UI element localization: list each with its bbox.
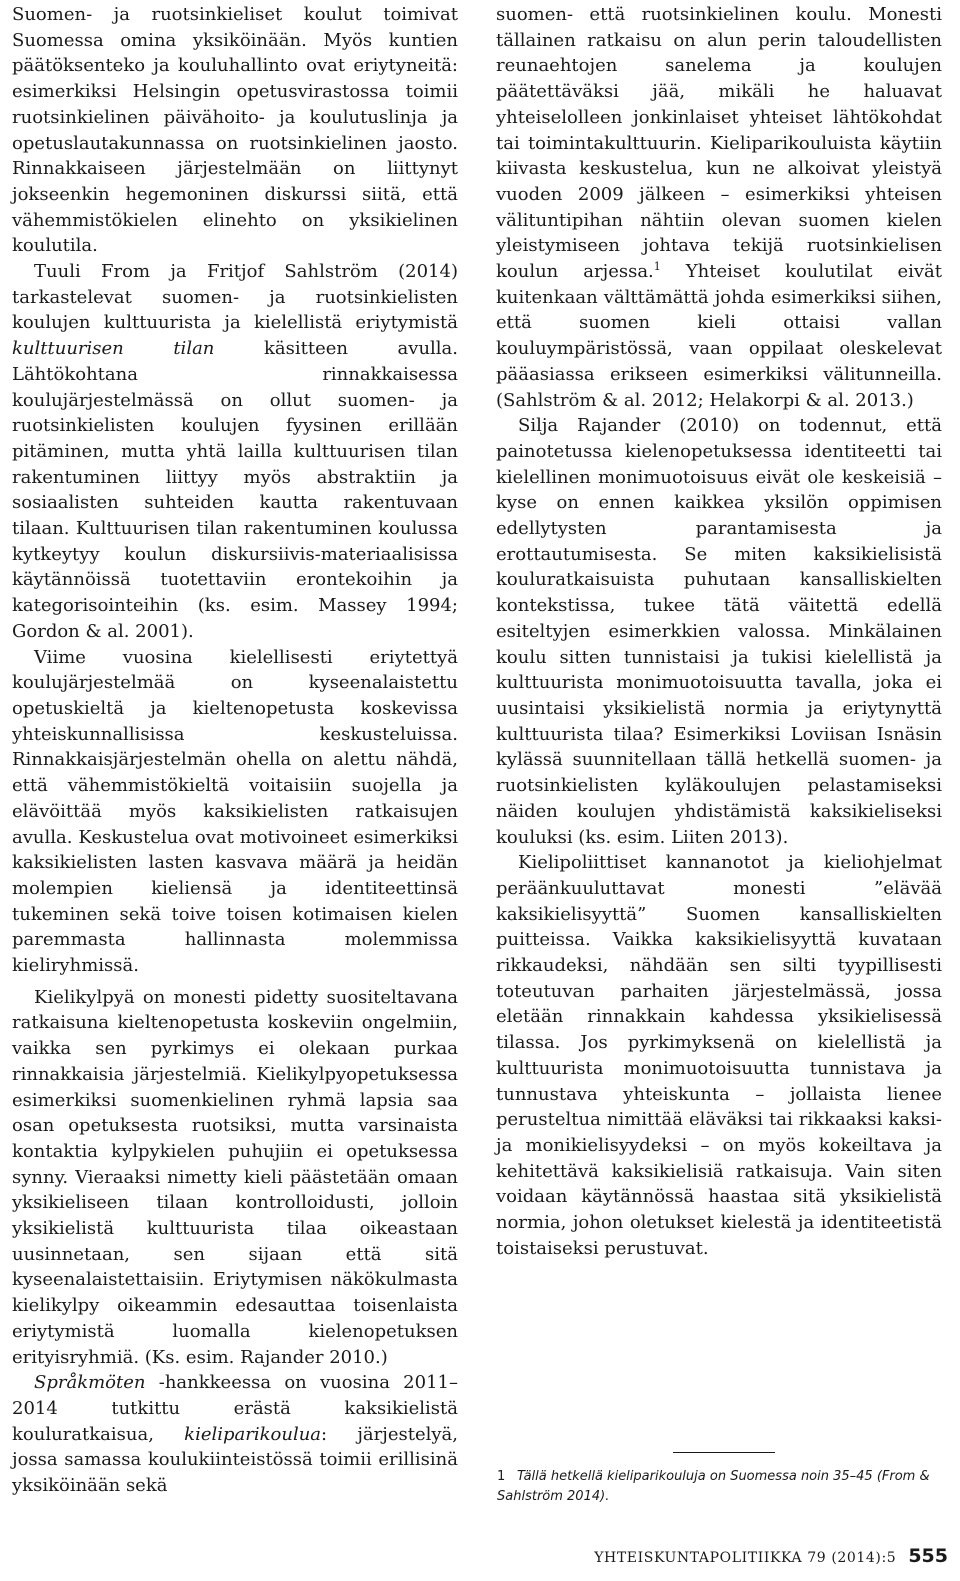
- footnote-text: Tällä hetkellä kieliparikouluja on Suomessa noin 35–45 (From & Sahlström 2014).: [497, 1469, 930, 1504]
- footnote: [497, 1467, 947, 1507]
- text-run: -hankkeessa on vuosina 2011–2014 tutkittu erästä kaksikielistä kouluratkaisua,: [12, 1372, 458, 1445]
- paragraph: [496, 2, 942, 413]
- text-run: käsitteen avulla. Lähtökohtana rinnakkaisessa koulujärjestelmässä on ollut suomen- ja ruotsinkielisten koulujen fyysinen erillään pitäminen, mutta yhtä lailla kulttuurisen tilan rakentuminen liittyy myös abstraktiin ja sosiaalisten suhteiden kautta rakentuvaan tilaan. Kulttuurisen tilan rakentuminen koulussa kytkeytyy koulun diskursiivis-materiaalisissa käytännöissä tuotettaviin erontekoihin ja kategorisointeihin (ks. esim. Massey 1994; Gordon & al. 2001).: [12, 338, 459, 642]
- paragraph: Kielikylpyä on monesti pidetty suositeltavana ratkaisuna kieltenopetusta koskeviin ongelmiin, vaikka sen pyrkimys ei olekaan purkaa rinnakkaisia järjestelmiä. Kielikylpyopetuksessa esimerkiksi suomenkielinen ryhmä lapsia saa osan opetuksesta ruotsiksi, mutta varsinaista kontaktia kylpykielen puhujiin ei opetuksessa synny. Vieraaksi nimetty kieli päästetään omaan yksikieliseen tilaan kontrolloidusti, jolloin yksikielistä kulttuurista tilaa oikeastaan uusinnetaan, sen sijaan että sitä kyseenalaistettaisiin. Eriytymisen näkökulmasta kielikylpy oikeammin edesauttaa toisenlaista eriytymistä luomalla kielenopetuksen erityisryhmiä. (Ks. esim. Rajander 2010.): [12, 986, 458, 1368]
- journal-name: YHTEISKUNTAPOLITIIKKA 79 (2014):5: [594, 1550, 897, 1566]
- paragraph: [12, 259, 458, 645]
- italic-term: kieliparikoulua: [184, 1423, 322, 1445]
- footnote-number: 1: [497, 1469, 506, 1484]
- paragraph: Kielipoliittiset kannanotot ja kieliohjelmat peräänkuuluttavat monesti ”elävää kaksikielisyyttä” Suomen kansalliskielten puitteissa. Vaikka kaksikielisyyttä kuvataan rikkaudeksi, nähdään sen silti tyypillisesti toteutuvan parhaiten järjestelmässä, jossa eletään rinnakkain kahdessa yksikielisessä tilassa. Jos pyrkimyksenä on kielellistä ja kulttuurista monimuotoisuutta tunnistava ja tunnustava yhteiskunta – jollaista lienee perusteltua nimittää eläväksi tai rikkaaksi kaksi- ja monikielisyydeksi – on myös kokeiltava ja kehitettävä kaksikielisiä ratkaisuja. Vain siten voidaan käytännössä haastaa sitä yksikielistä normia, johon oletukset kielestä ja identiteetistä toistaiseksi perustuvat.: [496, 852, 942, 1259]
- italic-term: Språkmöten: [34, 1372, 146, 1394]
- italic-term: kulttuurisen tilan: [12, 338, 215, 360]
- text-run: : järjestelyä, jossa samassa koulukiinteistössä toimii erillisinä yksiköinään sekä: [12, 1423, 458, 1497]
- paragraph: Suomen- ja ruotsinkieliset koulut toimivat Suomessa omina yksiköinään. Myös kuntien päätöksenteko ja kouluhallinto ovat eriytyneitä: esimerkiksi Helsingin opetusvirastossa toimii ruotsinkielinen päivähoito- ja koulutuslinja ja opetuslautakunnassa on ruotsinkielinen jaosto. Rinnakkaiseen järjestelmään on liittynyt jokseenkin hegemoninen diskurssi siitä, että vähemmistökielen elinehto on yksikielinen koulutila.: [12, 4, 458, 257]
- right-text-column: [496, 2, 942, 1261]
- running-footer: [594, 1545, 948, 1567]
- footnote-divider: [673, 1452, 775, 1453]
- left-text-column: [12, 2, 458, 1499]
- page-number: 555: [908, 1545, 948, 1567]
- paragraph: Silja Rajander (2010) on todennut, että painotetussa kielenopetuksessa identiteetti tai kielellinen monimuotoisuus eivät ole keskeisiä – kyse on ennen kaikkea yksilön oppimisen edellytysten parantamisesta ja erottautumisesta. Se miten kaksikielisistä kouluratkaisuista puhutaan kansalliskielten kontekstissa, tukee tätä väitettä edellä esiteltyjen esimerkkien valossa. Minkälainen koulu sitten tunnistaisi ja tukisi kielellistä ja kulttuurista monimuotoisuutta tavalla, joka ei uusintaisi yksikielistä normia ja eriytynyttä kulttuurista tilaa? Esimerkiksi Loviisan Isnäsin kylässä suunnitellaan tällä hetkellä suomen- ja ruotsinkielisten kyläkoulujen pelastamiseksi näiden koulujen yhdistämistä kaksikieliseksi kouluksi (ks. esim. Liiten 2013).: [496, 415, 942, 848]
- paragraph: Viime vuosina kielellisesti eriytettyä koulujärjestelmää on kyseenalaistettu opetuskieltä ja kieltenopetusta koskevissa yhteiskunnallisissa keskusteluissa. Rinnakkaisjärjestelmän ohella on alettu nähdä, että vähemmistökieltä voitaisiin suojella ja elävöittää myös kaksikielisten ratkaisujen avulla. Keskustelua ovat motivoineet esimerkiksi kaksikielisten lasten kasvava määrä ja heidän molempien kieliensä ja identiteettinsä tukeminen sekä toive toisen kotimaisen kielen paremmasta hallinnasta molemmissa kieliryhmissä.: [12, 646, 458, 977]
- text-run: Yhteiset koulutilat eivät kuitenkaan välttämättä johda esimerkiksi siihen, että suomen kieli ottaisi vallan kouluympäristössä, vaan oppilaat oleskelevat pääasiassa erikseen esimerkiksi välitunneilla. (Sahlström & al. 2012; Helakorpi & al. 2013.): [496, 261, 942, 411]
- text-run: suomen- että ruotsinkielinen koulu. Monesti tällainen ratkaisu on alun perin taloudellisten reunaehtojen sanelema ja koulujen päätettäväksi jää, mikäli he haluavat yhteiselolleen jonkinlaiset yhteiset lähtökohdat tai toimintakulttuurin. Kieliparikouluista käytiin kiivasta keskustelua, kun ne alkoivat yleistyä vuoden 2009 jälkeen – esimerkiksi yhteisen välituntipihan nähtiin olevan suomen kielen yleistymiseen johtava tekijä ruotsinkielisen koulun arjessa.: [496, 4, 942, 283]
- footnote-reference[interactable]: 1: [653, 260, 661, 274]
- paragraph: [12, 1370, 458, 1499]
- text-run: Tuuli From ja Fritjof Sahlström (2014) tarkastelevat suomen- ja ruotsinkielisten koulujen kulttuurista ja kielellistä eriytymistä: [12, 261, 458, 334]
